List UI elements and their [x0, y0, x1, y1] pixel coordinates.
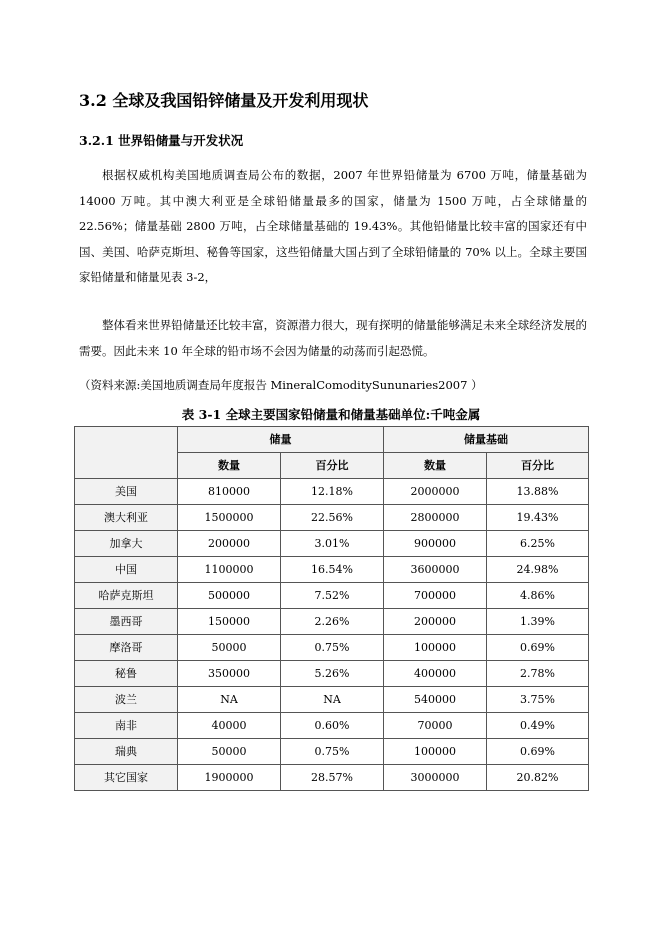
reserve-percent-cell: 2.26%	[281, 609, 384, 635]
paragraph-lead-reserves: 根据权威机构美国地质调查局公布的数据，2007 年世界铅储量为 6700 万吨，储量基础为 14000 万吨。其中澳大利亚是全球铅储量最多的国家，储量为 1500 万吨，占全球储量的 22.56%；储量基础 2800 万吨，占全球储量基础的 19.43%。其他铅储量比较丰富的国家还有中国、美国、哈萨克斯坦、秘鲁等国家，这些铅储量大国占到了全球铅储量的 70% 以上。全球主要国家铅储量和储量见表 3-2，	[79, 168, 587, 284]
reserve-cell: 1500000	[178, 505, 281, 531]
subsection-heading: 3.2.1 世界铅储量与开发状况	[79, 133, 244, 148]
table-row	[75, 765, 589, 791]
reserve-cell: 350000	[178, 661, 281, 687]
table-row	[75, 609, 589, 635]
base-cell: 2800000	[384, 505, 487, 531]
base-cell: 70000	[384, 713, 487, 739]
table-row	[75, 713, 589, 739]
country-cell: 哈萨克斯坦	[75, 583, 178, 609]
reserve-cell: 50000	[178, 635, 281, 661]
base-cell: 3600000	[384, 557, 487, 583]
country-cell: 瑞典	[75, 739, 178, 765]
table-row	[75, 635, 589, 661]
base-cell: 3000000	[384, 765, 487, 791]
base-percent-cell: 3.75%	[487, 687, 589, 713]
country-cell: 摩洛哥	[75, 635, 178, 661]
base-cell: 400000	[384, 661, 487, 687]
reserve-percent-cell: 16.54%	[281, 557, 384, 583]
reserve-percent-cell: 28.57%	[281, 765, 384, 791]
country-cell: 美国	[75, 479, 178, 505]
base-percent-cell: 24.98%	[487, 557, 589, 583]
table-row	[75, 583, 589, 609]
section-heading: 3.2 全球及我国铅锌储量及开发利用现状	[79, 91, 369, 110]
base-cell: 200000	[384, 609, 487, 635]
reserve-percent-cell: 7.52%	[281, 583, 384, 609]
country-cell: 波兰	[75, 687, 178, 713]
reserve-cell: 50000	[178, 739, 281, 765]
reserve-cell: 810000	[178, 479, 281, 505]
header-base-percent: 百分比	[487, 453, 589, 479]
table-group-header-row	[75, 427, 589, 453]
header-base-quantity: 数量	[384, 453, 487, 479]
base-cell: 100000	[384, 635, 487, 661]
base-cell: 2000000	[384, 479, 487, 505]
header-reserves-quantity: 数量	[178, 453, 281, 479]
table-corner-cell	[75, 427, 178, 479]
reserve-percent-cell: 12.18%	[281, 479, 384, 505]
base-percent-cell: 0.49%	[487, 713, 589, 739]
base-percent-cell: 1.39%	[487, 609, 589, 635]
reserve-percent-cell: 3.01%	[281, 531, 384, 557]
reserve-percent-cell: 0.75%	[281, 635, 384, 661]
reserve-cell: 40000	[178, 713, 281, 739]
table-row	[75, 557, 589, 583]
base-cell: 100000	[384, 739, 487, 765]
base-cell: 900000	[384, 531, 487, 557]
table-row	[75, 479, 589, 505]
base-percent-cell: 2.78%	[487, 661, 589, 687]
country-cell: 加拿大	[75, 531, 178, 557]
reserve-percent-cell: 5.26%	[281, 661, 384, 687]
base-percent-cell: 20.82%	[487, 765, 589, 791]
base-cell: 700000	[384, 583, 487, 609]
reserve-cell: 500000	[178, 583, 281, 609]
base-cell: 540000	[384, 687, 487, 713]
reserve-cell: 1100000	[178, 557, 281, 583]
reserve-percent-cell: NA	[281, 687, 384, 713]
base-percent-cell: 13.88%	[487, 479, 589, 505]
reserve-percent-cell: 0.60%	[281, 713, 384, 739]
reserve-percent-cell: 22.56%	[281, 505, 384, 531]
base-percent-cell: 19.43%	[487, 505, 589, 531]
reserve-cell: NA	[178, 687, 281, 713]
reserve-cell: 1900000	[178, 765, 281, 791]
country-cell: 南非	[75, 713, 178, 739]
table-caption: 表 3-1 全球主要国家铅储量和储量基础单位:千吨金属	[181, 407, 481, 422]
paragraph-outlook: 整体看来世界铅储量还比较丰富，资源潜力很大，现有探明的储量能够满足未来全球经济发展的需要。因此未来 10 年全球的铅市场不会因为储量的动荡而引起恐慌。	[79, 318, 587, 358]
header-reserve-base: 储量基础	[384, 427, 589, 453]
table-row	[75, 505, 589, 531]
country-cell: 澳大利亚	[75, 505, 178, 531]
table-row	[75, 531, 589, 557]
table-row	[75, 687, 589, 713]
header-reserves: 储量	[178, 427, 384, 453]
table-row	[75, 661, 589, 687]
country-cell: 其它国家	[75, 765, 178, 791]
table-row	[75, 739, 589, 765]
reserve-cell: 200000	[178, 531, 281, 557]
country-cell: 中国	[75, 557, 178, 583]
base-percent-cell: 6.25%	[487, 531, 589, 557]
lead-reserves-table	[74, 426, 589, 791]
data-source-note: （资料来源:美国地质调查局年度报告 MineralComoditySununaries2007 ）	[79, 378, 483, 392]
country-cell: 墨西哥	[75, 609, 178, 635]
base-percent-cell: 0.69%	[487, 635, 589, 661]
reserve-percent-cell: 0.75%	[281, 739, 384, 765]
country-cell: 秘鲁	[75, 661, 178, 687]
base-percent-cell: 0.69%	[487, 739, 589, 765]
header-reserves-percent: 百分比	[281, 453, 384, 479]
reserve-cell: 150000	[178, 609, 281, 635]
base-percent-cell: 4.86%	[487, 583, 589, 609]
